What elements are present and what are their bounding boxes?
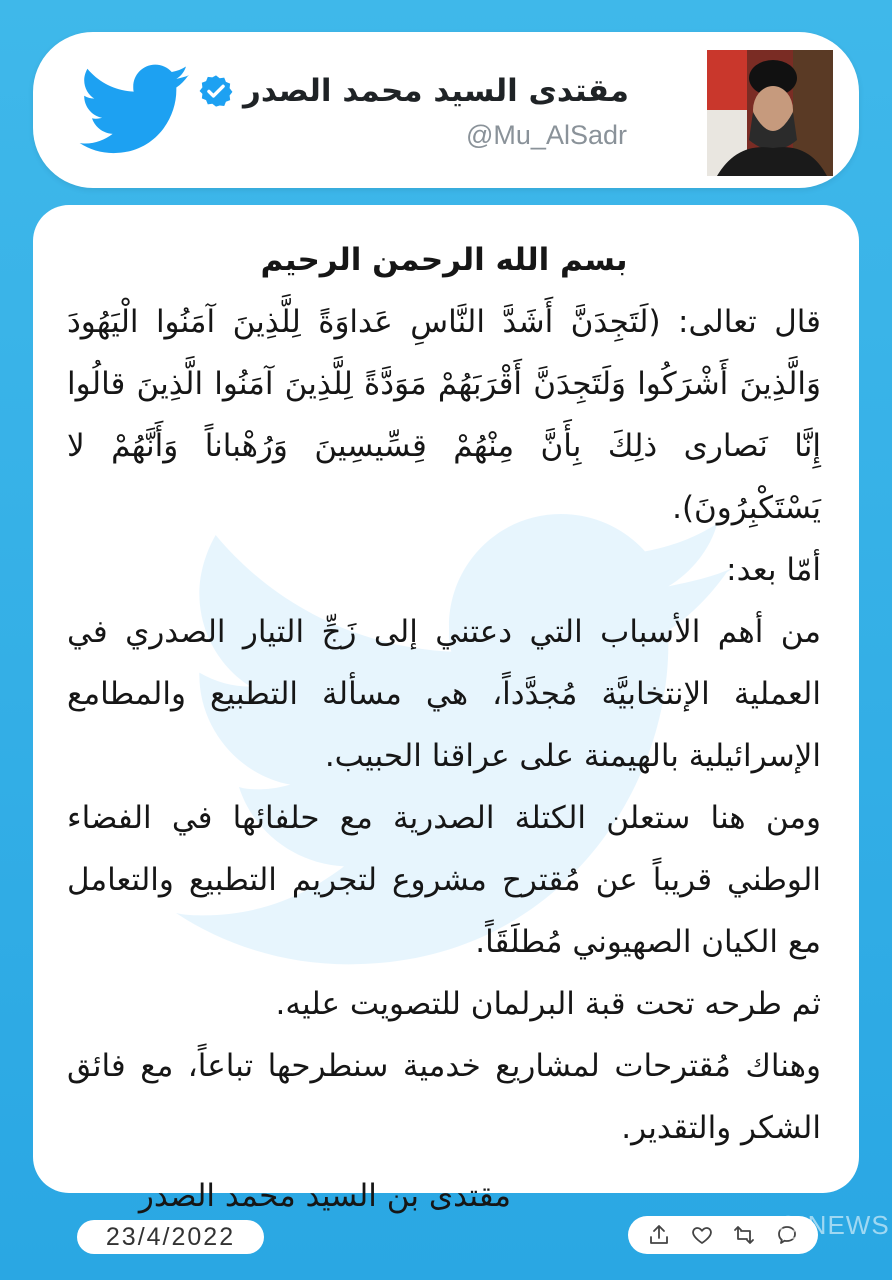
verified-badge-icon: [199, 74, 233, 108]
signature: مقتدى بن السيد محمد الصدر: [138, 1178, 511, 1214]
share-icon[interactable]: [647, 1223, 671, 1247]
tweet-paragraph: ثم طرحه تحت قبة البرلمان للتصويت عليه.: [275, 986, 821, 1022]
tweet-paragraph: وهناك مُقترحات لمشاريع خدمية سنطرحها تباعاً، مع فائق الشكر والتقدير.: [67, 1048, 821, 1146]
display-name[interactable]: مقتدى السيد محمد الصدر: [242, 73, 629, 109]
news-watermark: IQ NEWS: [770, 1210, 890, 1240]
tweet-date: 23/4/2022: [77, 1220, 264, 1254]
avatar-image: [707, 50, 833, 176]
profile-header: [33, 32, 859, 188]
like-icon[interactable]: [690, 1223, 714, 1247]
tweet-paragraph: من أهم الأسباب التي دعتني إلى زَجِّ التيار الصدري في العملية الإنتخابيَّة مُجدَّداً، هي مسألة التطبيع والمطامع الإسرائيلية بالهيمنة على عراقنا الحبيب.: [67, 614, 821, 774]
tweet-body: [33, 205, 859, 1214]
tweet-paragraph: ومن هنا ستعلن الكتلة الصدرية مع حلفائها في الفضاء الوطني قريباً عن مُقترح مشروع لتجريم التطبيع والتعامل مع الكيان الصهيوني مُطلَقَاً.: [67, 800, 821, 960]
retweet-icon[interactable]: [732, 1223, 756, 1247]
user-handle[interactable]: @Mu_AlSadr: [466, 120, 627, 150]
tweet-paragraph: قال تعالى: (لَتَجِدَنَّ أَشَدَّ النَّاسِ عَداوَةً لِلَّذِينَ آمَنُوا الْيَهُودَ وَالَّذِينَ أَشْرَكُوا وَلَتَجِدَنَّ أَقْرَبَهُمْ مَوَدَّةً لِلَّذِينَ آمَنُوا الَّذِينَ قالُوا إِنَّا نَصارى ذلِكَ بِأَنَّ مِنْهُمْ قِسِّيسِينَ وَرُهْباناً وَأَنَّهُمْ لا يَسْتَكْبِرُونَ).: [67, 304, 821, 526]
name-row: [199, 68, 629, 114]
twitter-bird-icon: [81, 62, 191, 158]
tweet-paragraph: أمّا بعد:: [726, 552, 821, 588]
avatar[interactable]: [707, 50, 833, 176]
basmala: بسم الله الرحمن الرحيم: [260, 242, 628, 278]
tweet-text: [67, 229, 821, 1227]
